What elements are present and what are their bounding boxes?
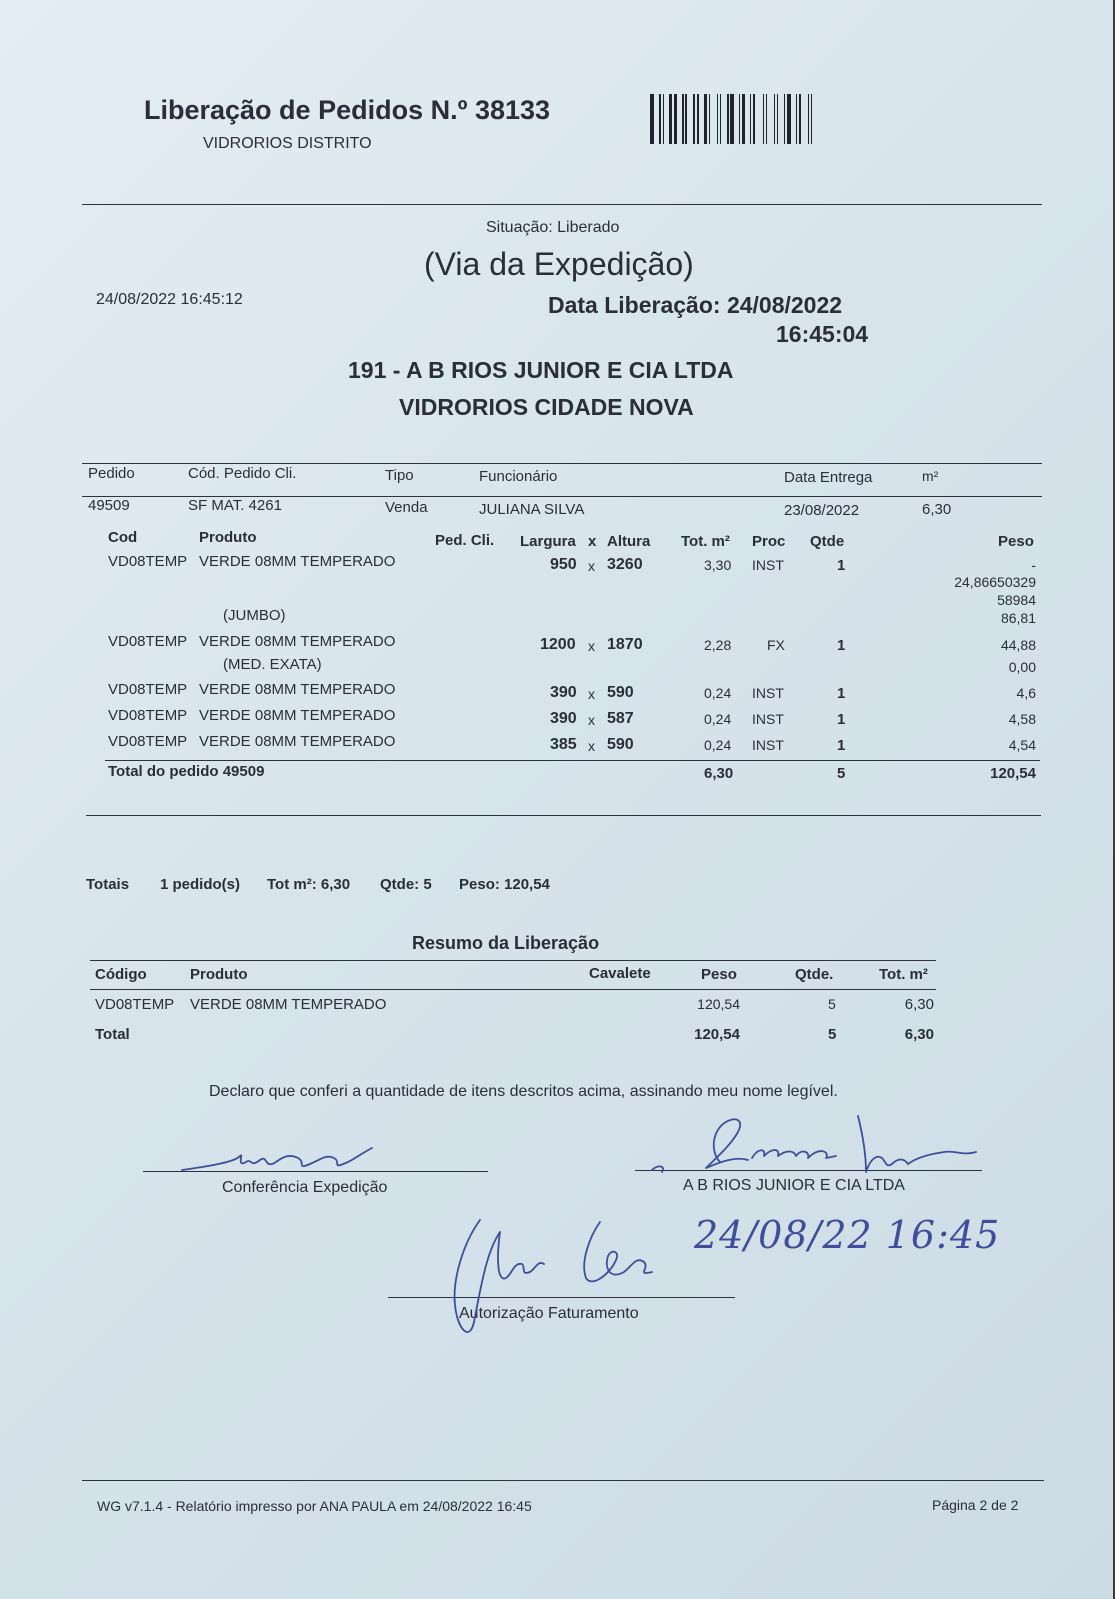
row1-cod: VD08TEMP xyxy=(108,553,188,570)
divider xyxy=(90,960,936,961)
row1-peso-line2: 58984 xyxy=(997,592,1036,608)
barcode-bar xyxy=(669,94,671,144)
barcode-bar xyxy=(747,94,748,144)
barcode-bar xyxy=(750,94,751,144)
barcode-bar xyxy=(739,94,740,144)
barcode-bar xyxy=(814,94,818,144)
signature-autorizacao xyxy=(440,1212,670,1342)
row2-note-peso: 0,00 xyxy=(1008,659,1036,675)
barcode-bar xyxy=(777,94,778,144)
barcode-bar xyxy=(757,94,761,144)
row4-produto: VERDE 08MM TEMPERADO xyxy=(199,707,396,724)
print-timestamp: 24/08/2022 16:45:12 xyxy=(96,291,243,308)
summary-total-peso: 120,54 xyxy=(694,1026,740,1043)
order-total-qtde: 5 xyxy=(837,765,846,782)
divider xyxy=(82,204,1042,205)
barcode-bar xyxy=(697,94,698,144)
row4-cod: VD08TEMP xyxy=(108,707,188,724)
barcode-bar xyxy=(730,94,734,144)
summary-row-produto: VERDE 08MM TEMPERADO xyxy=(190,996,387,1013)
summary-total-label: Total xyxy=(95,1026,130,1043)
th-cod: Cod xyxy=(108,529,138,546)
totals-label: Totais xyxy=(86,876,130,893)
row2-largura: 1200 xyxy=(540,636,576,653)
row1-peso-line1: 24,86650329 xyxy=(954,574,1036,590)
th-proc: Proc xyxy=(752,533,786,550)
divider xyxy=(86,815,1041,816)
barcode-bar xyxy=(659,94,661,144)
row5-largura: 385 xyxy=(550,736,577,753)
row2-proc: FX xyxy=(767,637,785,653)
th-produto: Produto xyxy=(199,529,257,546)
barcode-bar xyxy=(650,94,654,144)
barcode-bar xyxy=(709,94,710,144)
barcode-bar xyxy=(742,94,744,144)
row1-tot-m2: 3,30 xyxy=(704,557,732,573)
barcode-bar xyxy=(811,94,812,144)
barcode xyxy=(650,94,820,144)
barcode-bar xyxy=(704,94,708,144)
row1-qtde: 1 xyxy=(837,557,846,574)
row4-proc: INST xyxy=(752,711,784,727)
summary-th-cavalete: Cavalete xyxy=(589,965,651,982)
barcode-bar xyxy=(674,94,678,144)
row2-produto: VERDE 08MM TEMPERADO xyxy=(199,633,396,650)
totals-peso: Peso: 120,54 xyxy=(459,876,550,893)
row4-tot-m2: 0,24 xyxy=(704,711,732,727)
th-tot-m2: Tot. m² xyxy=(681,533,730,550)
autorizacao-label: Autorização Faturamento xyxy=(459,1305,639,1322)
row4-altura: 587 xyxy=(607,710,634,727)
row3-x: x xyxy=(588,686,595,702)
totals-m2: Tot m²: 6,30 xyxy=(267,876,351,893)
row4-x: x xyxy=(588,712,595,728)
barcode-bar xyxy=(666,94,667,144)
barcode-bar xyxy=(774,94,775,144)
row5-peso: 4,54 xyxy=(1008,737,1036,753)
barcode-bar xyxy=(736,94,737,144)
col-cod-pedido-label: Cód. Pedido Cli. xyxy=(188,465,297,482)
order-total-peso: 120,54 xyxy=(990,765,1036,782)
summary-title: Resumo da Liberação xyxy=(412,933,600,953)
totals-qtde: Qtde: 5 xyxy=(380,876,432,893)
footer-printed-by: WG v7.1.4 - Relatório impresso por ANA PAULA em 24/08/2022 16:45 xyxy=(97,1498,532,1514)
row3-largura: 390 xyxy=(550,684,577,701)
row3-peso: 4,6 xyxy=(1016,685,1036,701)
col-pedido-label: Pedido xyxy=(88,465,135,482)
row2-tot-m2: 2,28 xyxy=(704,637,732,653)
barcode-bar xyxy=(685,94,686,144)
employee-name: JULIANA SILVA xyxy=(479,501,585,518)
release-time: 16:45:04 xyxy=(776,321,869,347)
barcode-bar xyxy=(727,94,728,144)
th-ped-cli: Ped. Cli. xyxy=(435,532,495,549)
conferencia-label: Conferência Expedição xyxy=(222,1179,388,1196)
row2-cod: VD08TEMP xyxy=(108,633,188,650)
row1-peso-dash: - xyxy=(1031,557,1036,573)
row1-largura: 950 xyxy=(550,556,577,573)
situation-label: Situação: Liberado xyxy=(486,219,620,236)
barcode-bar xyxy=(784,94,785,144)
row1-altura: 3260 xyxy=(607,556,643,573)
row4-largura: 390 xyxy=(550,710,577,727)
totals-pedidos: 1 pedido(s) xyxy=(160,876,241,893)
document-title: Liberação de Pedidos N.º 38133 xyxy=(144,95,551,125)
barcode-bar xyxy=(808,94,809,144)
summary-row-qtde: 5 xyxy=(828,996,836,1012)
barcode-bar xyxy=(682,94,683,144)
order-m2: 6,30 xyxy=(922,501,952,518)
barcode-bar xyxy=(763,94,764,144)
via-label: (Via da Expedição) xyxy=(424,246,694,282)
summary-th-produto: Produto xyxy=(190,966,248,983)
footer-page-number: Página 2 de 2 xyxy=(932,1497,1019,1513)
row3-tot-m2: 0,24 xyxy=(704,685,732,701)
col-tipo-label: Tipo xyxy=(385,467,414,484)
barcode-bar xyxy=(766,94,767,144)
row2-qtde: 1 xyxy=(837,637,846,654)
col-m2-label: m² xyxy=(922,468,939,484)
order-number: 49509 xyxy=(88,497,130,514)
order-total-m2: 6,30 xyxy=(704,765,734,782)
summary-row-codigo: VD08TEMP xyxy=(95,996,175,1013)
row5-produto: VERDE 08MM TEMPERADO xyxy=(199,733,396,750)
barcode-bar xyxy=(753,94,755,144)
client-signature-label: A B RIOS JUNIOR E CIA LTDA xyxy=(683,1177,905,1194)
barcode-bar xyxy=(769,94,771,144)
order-total-label: Total do pedido 49509 xyxy=(108,763,265,780)
barcode-bar xyxy=(723,94,725,144)
th-x: x xyxy=(588,533,597,550)
barcode-bar xyxy=(717,94,718,144)
row2-peso: 44,88 xyxy=(1000,637,1036,653)
row1-proc: INST xyxy=(752,557,784,573)
th-largura: Largura xyxy=(520,533,576,550)
barcode-bar xyxy=(712,94,714,144)
handwritten-datetime: 24/08/22 16:45 xyxy=(694,1213,1001,1257)
barcode-bar xyxy=(655,94,656,144)
divider xyxy=(82,1480,1044,1481)
row4-peso: 4,58 xyxy=(1008,711,1036,727)
row5-altura: 590 xyxy=(607,736,634,753)
barcode-bar xyxy=(796,94,797,144)
row5-cod: VD08TEMP xyxy=(108,733,188,750)
row3-cod: VD08TEMP xyxy=(108,681,188,698)
barcode-bar xyxy=(793,94,794,144)
divider xyxy=(82,463,1042,464)
row2-note: (MED. EXATA) xyxy=(223,656,322,673)
row1-produto: VERDE 08MM TEMPERADO xyxy=(199,553,396,570)
release-date: Data Liberação: 24/08/2022 xyxy=(548,292,843,318)
client-order-code: SF MAT. 4261 xyxy=(188,497,282,514)
row1-x: x xyxy=(588,558,595,574)
divider xyxy=(90,989,936,990)
barcode-bar xyxy=(700,94,701,144)
row3-proc: INST xyxy=(752,685,784,701)
summary-total-tot-m2: 6,30 xyxy=(904,1026,934,1043)
row2-x: x xyxy=(588,638,595,654)
summary-th-codigo: Código xyxy=(95,966,147,983)
barcode-bar xyxy=(780,94,782,144)
row3-produto: VERDE 08MM TEMPERADO xyxy=(199,681,396,698)
order-type: Venda xyxy=(385,499,428,516)
row1-note: (JUMBO) xyxy=(223,607,286,624)
summary-th-tot-m2: Tot. m² xyxy=(879,966,928,983)
barcode-bar xyxy=(679,94,680,144)
barcode-bar xyxy=(693,94,695,144)
row2-altura: 1870 xyxy=(607,636,643,653)
client-name: 191 - A B RIOS JUNIOR E CIA LTDA xyxy=(348,357,734,383)
barcode-bar xyxy=(689,94,691,144)
summary-row-tot-m2: 6,30 xyxy=(904,996,934,1013)
row3-qtde: 1 xyxy=(837,685,846,702)
row5-qtde: 1 xyxy=(837,737,846,754)
signature-conferencia xyxy=(180,1140,380,1180)
summary-row-peso: 120,54 xyxy=(697,996,740,1012)
barcode-bar xyxy=(663,94,664,144)
client-branch: VIDRORIOS CIDADE NOVA xyxy=(399,394,694,420)
col-funcionario-label: Funcionário xyxy=(479,468,558,485)
delivery-date: 23/08/2022 xyxy=(784,502,860,519)
row5-proc: INST xyxy=(752,737,784,753)
divider xyxy=(105,760,1040,761)
row4-qtde: 1 xyxy=(837,711,846,728)
th-altura: Altura xyxy=(607,533,651,550)
row5-tot-m2: 0,24 xyxy=(704,737,732,753)
th-peso: Peso xyxy=(998,533,1034,550)
company-name: VIDRORIOS DISTRITO xyxy=(203,135,372,152)
barcode-bar xyxy=(787,94,791,144)
barcode-bar xyxy=(804,94,806,144)
summary-th-peso: Peso xyxy=(701,966,737,983)
summary-th-qtde: Qtde. xyxy=(795,966,834,983)
barcode-bar xyxy=(799,94,801,144)
declaration-text: Declaro que conferi a quantidade de itens descritos acima, assinando meu nome legível. xyxy=(209,1083,838,1100)
row1-peso-line3: 86,81 xyxy=(1000,610,1036,626)
col-data-entrega-label: Data Entrega xyxy=(784,469,873,486)
signature-client xyxy=(640,1112,1010,1180)
barcode-bar xyxy=(720,94,721,144)
summary-total-qtde: 5 xyxy=(828,1026,837,1043)
row3-altura: 590 xyxy=(607,684,634,701)
th-qtde: Qtde xyxy=(810,533,845,550)
row5-x: x xyxy=(588,738,595,754)
